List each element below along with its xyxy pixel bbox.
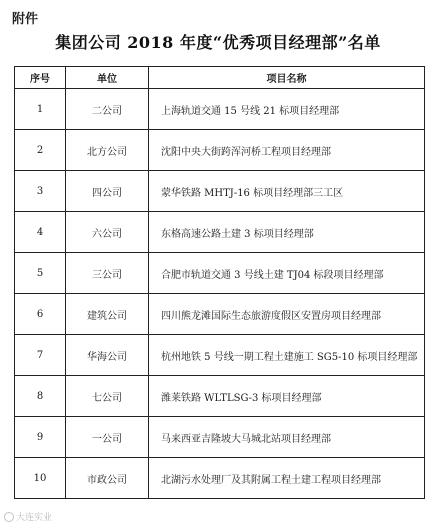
row-unit: 七公司 bbox=[66, 376, 149, 417]
watermark-text: 大连实业 bbox=[16, 513, 53, 523]
table-row bbox=[15, 253, 425, 294]
header-project: 项目名称 bbox=[149, 67, 425, 89]
row-number: 1 bbox=[15, 89, 66, 130]
table-row bbox=[15, 212, 425, 253]
row-number: 8 bbox=[15, 376, 66, 417]
row-unit: 一公司 bbox=[66, 417, 149, 458]
row-number: 2 bbox=[15, 130, 66, 171]
table-row bbox=[15, 171, 425, 212]
table-row bbox=[15, 458, 425, 499]
row-number: 6 bbox=[15, 294, 66, 335]
table-row bbox=[15, 376, 425, 417]
header-unit: 单位 bbox=[66, 67, 149, 89]
row-number: 3 bbox=[15, 171, 66, 212]
attachment-label: 附件 bbox=[12, 12, 39, 27]
row-unit: 建筑公司 bbox=[66, 294, 149, 335]
row-project: 北湖污水处理厂及其附属工程土建工程项目经理部 bbox=[149, 458, 425, 499]
table-row bbox=[15, 294, 425, 335]
row-project: 四川熊龙滩国际生态旅游度假区安置房项目经理部 bbox=[149, 294, 425, 335]
row-unit: 六公司 bbox=[66, 212, 149, 253]
row-unit: 市政公司 bbox=[66, 458, 149, 499]
row-number: 9 bbox=[15, 417, 66, 458]
row-project: 蒙华铁路 MHTJ-16 标项目经理部三工区 bbox=[149, 171, 425, 212]
row-project: 东格高速公路土建 3 标项目经理部 bbox=[149, 212, 425, 253]
watermark bbox=[4, 510, 52, 523]
table-row bbox=[15, 335, 425, 376]
table-row bbox=[15, 89, 425, 130]
row-unit: 华海公司 bbox=[66, 335, 149, 376]
row-project: 杭州地铁 5 号线一期工程土建施工 SG5-10 标项目经理部 bbox=[149, 335, 425, 376]
row-project: 合肥市轨道交通 3 号线土建 TJ04 标段项目经理部 bbox=[149, 253, 425, 294]
row-unit: 四公司 bbox=[66, 171, 149, 212]
row-project: 马来西亚吉隆坡大马城北站项目经理部 bbox=[149, 417, 425, 458]
row-number: 10 bbox=[15, 458, 66, 499]
row-unit: 二公司 bbox=[66, 89, 149, 130]
row-project: 潍莱铁路 WLTLSG-3 标项目经理部 bbox=[149, 376, 425, 417]
table-row bbox=[15, 130, 425, 171]
row-project: 上海轨道交通 15 号线 21 标项目经理部 bbox=[149, 89, 425, 130]
page-title: 集团公司 2018 年度“优秀项目经理部”名单 bbox=[55, 33, 381, 52]
row-number: 7 bbox=[15, 335, 66, 376]
table-row bbox=[15, 417, 425, 458]
table-header-row bbox=[15, 67, 425, 89]
row-number: 4 bbox=[15, 212, 66, 253]
row-unit: 北方公司 bbox=[66, 130, 149, 171]
watermark-logo-icon bbox=[4, 512, 14, 522]
header-no: 序号 bbox=[15, 67, 66, 89]
honor-roster-table bbox=[14, 66, 425, 499]
row-unit: 三公司 bbox=[66, 253, 149, 294]
row-project: 沈阳中央大街跨浑河桥工程项目经理部 bbox=[149, 130, 425, 171]
row-number: 5 bbox=[15, 253, 66, 294]
